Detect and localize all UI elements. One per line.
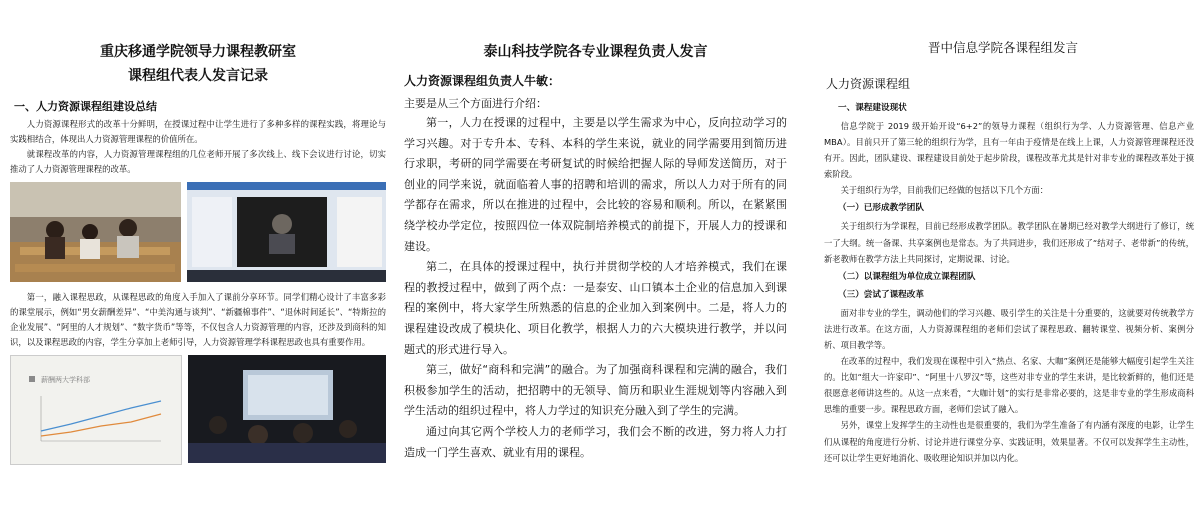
intro-line: 主要是从三个方面进行介绍：	[404, 97, 547, 110]
paragraph-4: 通过向其它两个学校人力的老师学习，我们会不断的改进，努力将人力打造成一门学生喜欢、就业有用的课程。	[404, 424, 787, 459]
doc-title-line2: 课程组代表人发言记录	[128, 68, 268, 84]
paragraph-3: 关于组织行为学课程，目前已经形成教学团队。教学团队在暑期已经对教学大纲进行了修订，统一了大纲。统一备课、共享案例也是常态。为了共同进步，我们还形成了“结对子、老带新”的传统，新老教师在教学方法上共同探讨，定期说课、讨论。	[824, 221, 1194, 264]
classroom-photo	[10, 182, 181, 282]
subsection-heading-3: （三）尝试了课程改革	[838, 289, 924, 300]
paragraph-1: 人力资源课程形式的改革十分鲜明，在授课过程中让学生进行了多种多样的课程实践，将理论与实践相结合，体现出人力资源管理课程的价值所在。	[10, 119, 386, 144]
paragraph-4: 面对非专业的学生，调动他们的学习兴趣、吸引学生的关注是十分重要的，这就要对传统教学方法进行改革。在这方面，人力资源课程组的老师们尝试了课程思政、翻转课堂、视频分析、案例分析、项目教学等。	[824, 307, 1194, 350]
classroom-photo-image	[10, 182, 181, 282]
online-meeting-screenshot	[187, 182, 386, 282]
subsection-heading-2: （二）以课程组为单位成立课程团队	[838, 271, 976, 282]
slide-title-text: 薪酬两大学科部	[41, 376, 90, 384]
paragraph-6: 另外，课堂上发挥学生的主动性也是很重要的，我们为学生准备了有内涵有深度的电影，让学生们从课程的角度进行分析、讨论并进行课堂分享、实践证明，效果显著。不仅可以发挥学生主动性，还可以让学生更好地消化、吸收理论知识并加以内化。	[824, 420, 1194, 463]
section-heading: 一、人力资源课程组建设总结	[14, 100, 157, 113]
lecture-photo	[188, 355, 386, 463]
doc-title: 晋中信息学院各课程组发言	[927, 40, 1078, 55]
section-heading-1: 一、课程建设现状	[838, 103, 907, 113]
paragraph-3: 第三，做好“商科和完满”的融合。为了加强商科课程和完满的融合，我们积极参加学生的活动，把招聘中的无领导、简历和职业生涯规划等内容融入到学生活动的组织过程中，将人力学过的知识充分融入到了学生的完满。	[404, 363, 787, 418]
online-meeting-image	[187, 182, 386, 282]
doc-title-line1: 重庆移通学院领导力课程教研室	[100, 44, 296, 60]
paragraph-3: 第一，融入课程思政，从课程思政的角度入手加入了课前分享环节。同学们精心设计了丰富多彩的课堂展示，例如“男女薪酬差异”、“中美沟通与谈判”、“新疆棉事件”、“退休时间延长”、“特斯拉的企业发展”、“阿里的人才规划”、“数字货币”等等，不仅包含人力资源管理的内容，还涉及到商科的知识，以及课程思政的内容，学生分享加上老师引导，人力资源管理学科课程思政也具有重要作用。	[10, 292, 386, 347]
column-jinzhong	[808, 0, 1198, 526]
photo-row-bottom	[10, 355, 386, 465]
slide-photo	[10, 355, 182, 465]
column-chongqing	[8, 0, 388, 526]
paragraph-2: 第二，在具体的授课过程中，执行并贯彻学校的人才培养模式，我们在课程的教授过程中，做到了两个点：一是泰安、山口镇本土企业的信息加入到课程的案例中，将大家学生所熟悉的信息的企业加入到案例中。二是，将人力的课程建设改成了模块化、项目化教学，根据人力的六大模块进行教学，并以问题式的形式进行导入。	[404, 260, 787, 356]
group-name: 人力资源课程组	[826, 77, 911, 91]
subsection-heading-1: （一）已形成教学团队	[838, 203, 924, 214]
lecture-hall-image	[188, 355, 386, 463]
paragraph-5: 在改革的过程中，我们发现在课程中引入“热点、名家、大咖”案例还是能够大幅度引起学生关注的。比如“组大一许家印”、“阿里十八罗汉”等，这些对非专业的学生来讲，是比较新鲜的，他们还是很愿意老师讲这些的。从这一点来看，“大咖计划”的实行是非常必要的，这是非专业的学生形成商科思维的重要一步。课程思政方面，老师们尝试了融入。	[824, 356, 1194, 415]
lead-speaker: 人力资源课程组负责人牛敏：	[404, 74, 561, 88]
paragraph-2: 关于组织行为学，目前我们已经做的包括以下几个方面：	[840, 185, 1049, 196]
photo-row-top	[10, 182, 386, 282]
slide-chart-image	[11, 356, 182, 464]
paragraph-1: 第一，人力在授课的过程中，主要是以学生需求为中心，反向拉动学习的学习兴趣。对于专升本、专科、本科的学生来说，就业的同学需要用到简历进行求职，考研的同学需要在考研复试的时候给把握人际的导师发送简历，对于创业的同学来说，就面临着人事的招聘和培训的需求，所以人力对于所有的同学都存在需求，所以在推进的过程中，会比较的容易和顺利。所以，在紧紧围绕学校办学定位，按照四位一体双院制培养模式的前提下，开展人力的授课和建设。	[404, 116, 787, 253]
paragraph-1: 信息学院于 2019 级开始开设“6+2”的领导力课程（组织行为学、人力资源管理、信息产业 MBA）。目前只开了第三轮的组织行为学，且有一年由于疫情是在线上上课，人力资源管理课程还没有开。因此，团队建设、课程建设目前处于起步阶段，课程改革尤其是针对非专业的课程改革处于摸索阶段。	[824, 121, 1194, 180]
doc-title: 泰山科技学院各专业课程负责人发言	[483, 44, 708, 60]
paragraph-2: 就课程改革的内容，人力资源管理课程组的几位老师开展了多次线上、线下会议进行讨论，切实推动了人力资源管理课程的改革。	[10, 149, 386, 174]
column-taishan	[398, 0, 793, 526]
